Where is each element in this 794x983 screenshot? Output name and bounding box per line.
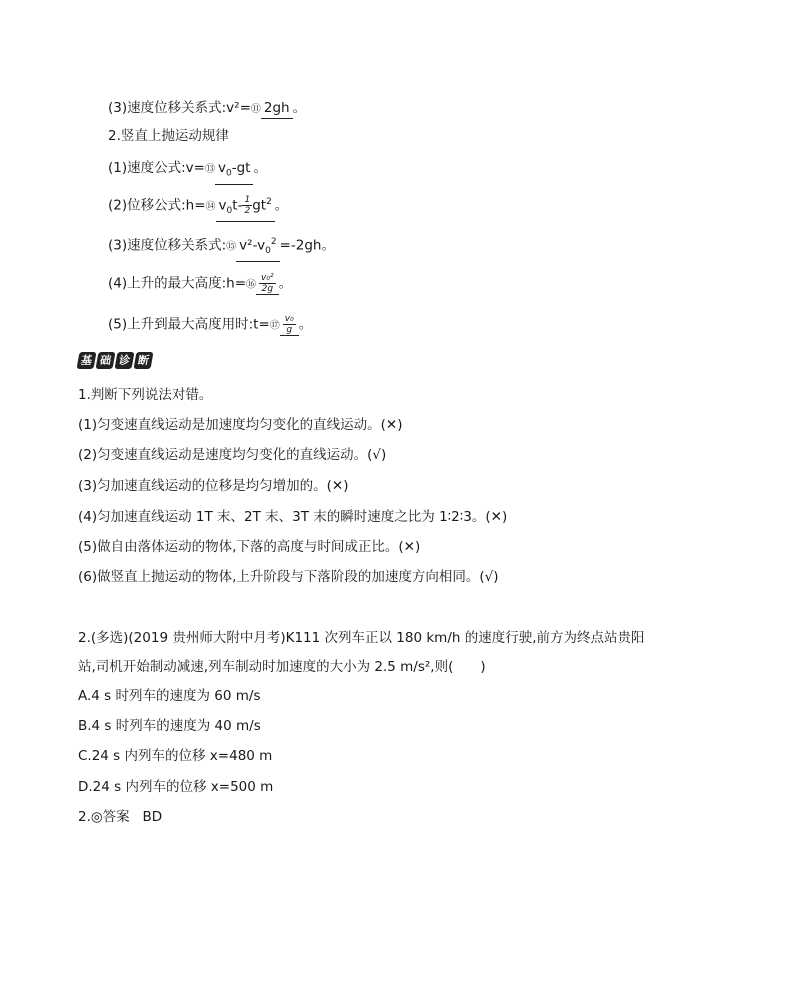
section-badge-basic-diagnosis	[78, 352, 152, 372]
badge-char: 断	[134, 352, 154, 369]
judgment-item: (1)匀变速直线运动是加速度均匀变化的直线运动。(✕)	[78, 417, 403, 433]
fraction: $\frac{\text{v₀²}}{2g}$	[261, 273, 274, 294]
answer-line	[78, 807, 162, 827]
option-c: C.24 s 内列车的位移 x=480 m	[78, 748, 273, 764]
answer-blank	[256, 273, 279, 295]
section-heading: 2.竖直上抛运动规律	[108, 128, 229, 144]
fraction: $\frac{\text{v₀}}{g}$	[284, 314, 294, 335]
fraction: $\frac{1}{2}$	[244, 195, 251, 216]
question-2-stem-line-2: 站,司机开始制动减速,列车制动时加速度的大小为 2.5 m/s²,则( )	[78, 659, 486, 675]
badge-char: 础	[96, 352, 116, 369]
formula-line-max-height: (4)上升的最大高度:h=⑯ $\frac{\text{v₀²}}{2g}$ 。	[108, 273, 293, 294]
answer-blank: 2gh	[261, 98, 293, 119]
judgment-item: (5)做自由落体运动的物体,下落的高度与时间成正比。(✕)	[78, 539, 421, 555]
formula-line-displacement: (2)位移公式:h=⑭ $v_0t-$ $\frac{1}{2}$ $gt^2$ 。	[108, 192, 288, 222]
badge-char: 基	[77, 352, 97, 369]
answer-blank: $v_0t-$ $\frac{1}{2}$ $gt^2$	[216, 192, 275, 222]
formula-line-velocity: (1)速度公式:v=⑬ $v_0-gt$ 。	[108, 158, 267, 185]
question-1-title: 1.判断下列说法对错。	[78, 387, 213, 403]
answer-blank: $v_0-gt$	[215, 158, 253, 185]
formula-line-velocity-displacement: (3)速度位移关系式:v²=⑪ 2gh 。	[108, 98, 306, 120]
formula-line-velocity-displacement-2: (3)速度位移关系式:⑮ $v^2-v_0^2 =-2gh$。	[108, 232, 335, 262]
judgment-item: (4)匀加速直线运动 1T 末、2T 末、3T 末的瞬时速度之比为 1∶2∶3。(✕)	[78, 509, 508, 525]
badge-char: 诊	[115, 352, 135, 369]
answer-blank	[280, 314, 299, 336]
judgment-item: (6)做竖直上抛运动的物体,上升阶段与下落阶段的加速度方向相同。(√)	[78, 569, 499, 585]
judgment-item: (2)匀变速直线运动是速度均匀变化的直线运动。(√)	[78, 447, 387, 463]
question-2-stem-line-1: 2.(多选)(2019 贵州师大附中月考)K111 次列车正以 180 km/h 的速度行驶,前方为终点站贵阳	[78, 630, 645, 646]
option-b: B.4 s 时列车的速度为 40 m/s	[78, 718, 261, 734]
judgment-item: (3)匀加速直线运动的位移是均匀增加的。(✕)	[78, 478, 349, 494]
answer-label: 2.◎答案	[78, 809, 130, 825]
answer-blank: $v^2-v_0^2$	[236, 232, 279, 262]
formula-line-max-time: (5)上升到最大高度用时:t=⑰ $\frac{\text{v₀}}{g}$ 。	[108, 314, 313, 335]
answer-value: BD	[142, 809, 163, 825]
option-a: A.4 s 时列车的速度为 60 m/s	[78, 688, 261, 704]
option-d: D.24 s 内列车的位移 x=500 m	[78, 779, 274, 795]
